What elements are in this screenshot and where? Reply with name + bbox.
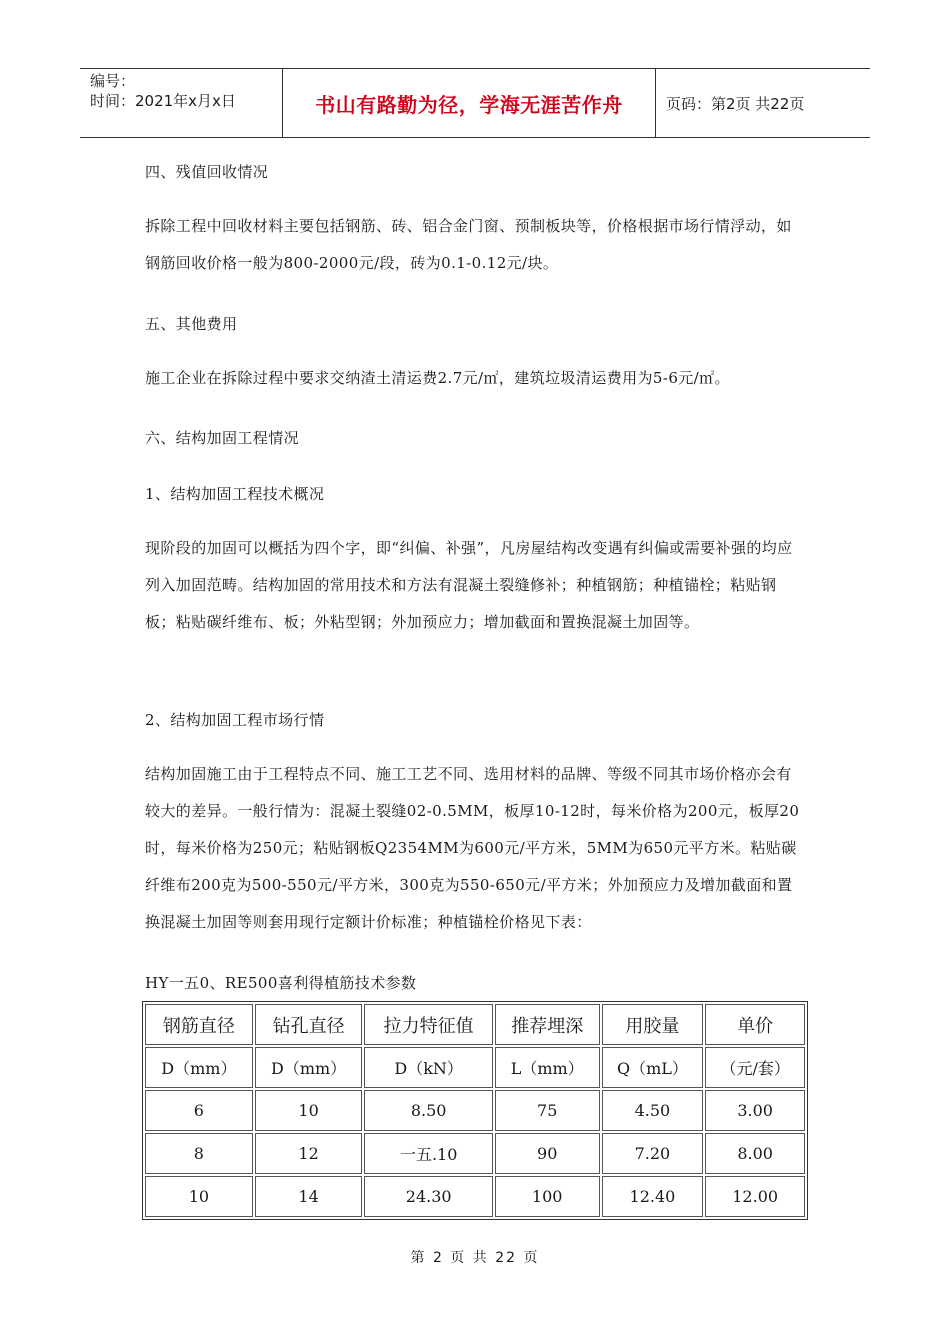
- table-row: [145, 1090, 805, 1131]
- table-unit-cell: L（mm）: [495, 1047, 600, 1088]
- table-unit-cell: D（mm）: [255, 1047, 363, 1088]
- section-5-title: 五、其他费用: [145, 315, 238, 333]
- rebar-parameters-table: [142, 1001, 808, 1220]
- table-cell: 10: [145, 1176, 253, 1217]
- table-cell: 12.00: [705, 1176, 805, 1217]
- document-time-label: 时间：2021年x月x日: [90, 92, 236, 110]
- table-cell: 一五.10: [364, 1133, 492, 1174]
- table-unit-cell: D（kN）: [364, 1047, 492, 1088]
- table-header-cell: 单价: [705, 1004, 805, 1045]
- section-4-paragraph: 拆除工程中回收材料主要包括钢筋、砖、铝合金门窗、预制板块等，价格根据市场行情浮动，如钢筋回收价格一般为800-2000元/段，砖为0.1-0.12元/块。: [145, 217, 792, 272]
- table-cell: 75: [495, 1090, 600, 1131]
- section-6-1-paragraph: 现阶段的加固可以概括为四个字，即“纠偏、补强”，凡房屋结构改变遇有纠偏或需要补强的均应列入加固范畴。结构加固的常用技术和方法有混凝土裂缝修补；种植钢筋；种植锚栓；粘贴钢板；粘贴碳纤维布、板；外粘型钢；外加预应力；增加截面和置换混凝土加固等。: [145, 539, 793, 631]
- table-cell: 6: [145, 1090, 253, 1131]
- table-cell: 4.50: [602, 1090, 704, 1131]
- table-unit-row: [145, 1047, 805, 1088]
- section-6-2-paragraph: 结构加固施工由于工程特点不同、施工工艺不同、选用材料的品牌、等级不同其市场价格亦会有较大的差异。一般行情为：混凝土裂缝02-0.5MM，板厚10-12时，每米价格为200元，板厚20时，每米价格为250元；粘贴钢板Q2354MM为600元/平方米，5MM为650元平方米。粘贴碳纤维布200克为500-550元/平方米，300克为550-650元/平方米；外加预应力及增加截面和置换混凝土加固等则套用现行定额计价标准；种植锚栓价格见下表：: [145, 765, 800, 931]
- table-header-row: [145, 1004, 805, 1045]
- table-cell: 10: [255, 1090, 363, 1131]
- table-unit-cell: D（mm）: [145, 1047, 253, 1088]
- table-cell: 12.40: [602, 1176, 704, 1217]
- table-cell: 12: [255, 1133, 363, 1174]
- table-cell: 14: [255, 1176, 363, 1217]
- table-cell: 8.00: [705, 1133, 805, 1174]
- page-header: [80, 68, 870, 138]
- header-page-indicator: 页码：第2页 共22页: [666, 94, 805, 113]
- document-number-label: 编号：: [90, 72, 136, 90]
- table-cell: 8: [145, 1133, 253, 1174]
- table-row: [145, 1133, 805, 1174]
- section-4-title: 四、残值回收情况: [145, 163, 269, 181]
- table-caption: HY一五0、RE500喜利得植筋技术参数: [145, 974, 417, 992]
- table-cell: 3.00: [705, 1090, 805, 1131]
- table-header-cell: 钢筋直径: [145, 1004, 253, 1045]
- section-6-1-title: 1、结构加固工程技术概况: [145, 485, 325, 503]
- table-header-cell: 用胶量: [602, 1004, 704, 1045]
- table-cell: 100: [495, 1176, 600, 1217]
- table-cell: 7.20: [602, 1133, 704, 1174]
- table-unit-cell: Q（mL）: [602, 1047, 704, 1088]
- table-cell: 90: [495, 1133, 600, 1174]
- page-footer: 第 2 页 共 22 页: [410, 1250, 540, 1266]
- table-row: [145, 1176, 805, 1217]
- header-motto: 书山有路勤为径，学海无涯苦作舟: [282, 69, 656, 137]
- table-header-cell: 钻孔直径: [255, 1004, 363, 1045]
- table-header-cell: 拉力特征值: [364, 1004, 492, 1045]
- section-6-title: 六、结构加固工程情况: [145, 429, 300, 447]
- section-6-2-title: 2、结构加固工程市场行情: [145, 711, 325, 729]
- header-meta: [80, 69, 282, 137]
- table-cell: 24.30: [364, 1176, 492, 1217]
- table-cell: 8.50: [364, 1090, 492, 1131]
- table-unit-cell: （元/套）: [705, 1047, 805, 1088]
- section-5-paragraph: 施工企业在拆除过程中要求交纳渣土清运费2.7元/㎡，建筑垃圾清运费用为5-6元/㎡。: [145, 369, 730, 387]
- table-header-cell: 推荐埋深: [495, 1004, 600, 1045]
